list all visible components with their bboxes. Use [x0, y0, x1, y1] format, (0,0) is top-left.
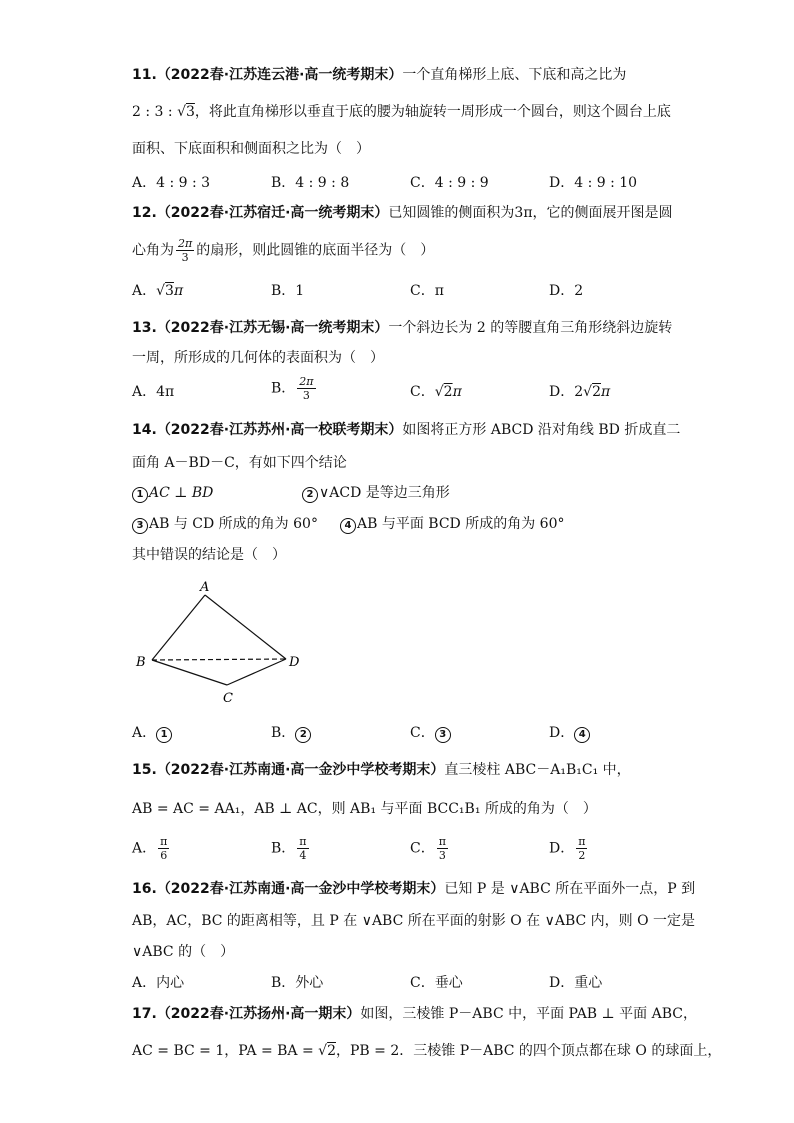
option-a[interactable] [132, 280, 183, 300]
sqrt-symbol: √ [434, 384, 444, 400]
question-source: （2022春·江苏南通·高一金沙中学校考期末） [156, 762, 445, 778]
q12-options [132, 280, 732, 302]
label-b: B [136, 655, 146, 670]
sqrt-radicand: 3 [165, 283, 174, 299]
fraction [576, 835, 587, 862]
option-label: A． [132, 840, 157, 857]
fraction-numerator: π [578, 835, 586, 848]
q13-line-1 [132, 318, 672, 338]
option-b[interactable] [271, 835, 311, 862]
edge-bc [152, 660, 227, 685]
q15-line-1 [132, 760, 631, 780]
q14-conclusion-3 [132, 514, 318, 534]
option-d[interactable]: D．4 : 9 : 10 [549, 175, 638, 191]
fraction-denominator: 4 [299, 849, 307, 862]
circled-number-4: 4 [340, 518, 356, 534]
circled-number-2: 2 [302, 487, 318, 503]
question-text: 面积、下底面积和侧面积之比为（ ） [132, 141, 370, 157]
fraction-denominator: 3 [302, 389, 310, 402]
conclusion-text: AB 与平面 BCD 所成的角为 60° [357, 516, 565, 532]
circled-number: 1 [156, 727, 172, 743]
option-label: C． [410, 840, 435, 857]
fraction-denominator: 6 [160, 849, 168, 862]
fraction-numerator: 2π [178, 237, 193, 250]
option-label: D．2 [549, 384, 584, 400]
pi-symbol: π [452, 384, 462, 400]
option-a[interactable]: A．4 : 9 : 3 [132, 175, 211, 191]
option-d[interactable]: D．重心 [549, 975, 603, 991]
option-label: D． [549, 840, 575, 857]
option-label: C． [410, 725, 435, 741]
q15-line-2 [132, 799, 597, 819]
question-source: （2022春·江苏扬州·高一期末） [156, 1006, 361, 1022]
q14-options [132, 722, 732, 744]
option-label: A． [132, 283, 157, 299]
question-text: 一个斜边长为 2 的等腰直角三角形绕斜边旋转 [388, 320, 673, 336]
fraction-denominator: 2 [578, 849, 586, 862]
question-text: 已知圆锥的侧面积为3π，它的侧面展开图是圆 [388, 205, 673, 221]
question-text: 一个直角梯形上底、下底和高之比为 [402, 67, 627, 83]
q14-line-2 [132, 453, 347, 473]
question-text: 面角 A－BD－C，有如下四个结论 [132, 455, 347, 471]
option-label: D． [549, 725, 575, 741]
question-text: 一周，所形成的几何体的表面积为（ ） [132, 350, 384, 366]
fraction-numerator: π [438, 835, 446, 848]
option-d[interactable] [549, 381, 610, 401]
fraction [437, 835, 448, 862]
q14-conclusion-4 [340, 514, 565, 534]
circled-number: 2 [295, 727, 311, 743]
conclusion-text: AB 与 CD 所成的角为 60° [149, 516, 318, 532]
q12-line-2 [132, 237, 434, 264]
option-d[interactable]: D．2 [549, 283, 584, 299]
q14-conclusion-1 [132, 483, 213, 503]
sqrt-radicand: 2 [592, 384, 601, 400]
q15-options [132, 835, 732, 869]
option-a[interactable] [132, 722, 173, 743]
q11-line-3 [132, 139, 370, 159]
option-c[interactable]: C．4 : 9 : 9 [410, 175, 489, 191]
fraction-denominator: 3 [438, 849, 446, 862]
circled-number-1: 1 [132, 487, 148, 503]
fraction [297, 375, 315, 402]
q11-line-1 [132, 65, 626, 85]
sqrt-radicand: 2 [327, 1043, 336, 1059]
q14-conclusion-2 [302, 483, 450, 503]
option-a[interactable]: A．4π [132, 384, 175, 400]
option-b[interactable] [271, 375, 318, 402]
circled-number-3: 3 [132, 518, 148, 534]
folded-square-figure [130, 575, 310, 710]
pi-symbol: π [600, 384, 611, 400]
edge-ab [152, 595, 205, 660]
conclusion-text: ∨ACD 是等边三角形 [319, 485, 450, 501]
option-d[interactable] [549, 722, 591, 743]
fraction-numerator: π [299, 835, 307, 848]
question-source: （2022春·江苏苏州·高一校联考期末） [156, 422, 403, 438]
conclusion-text: AC ⊥ BD [149, 485, 214, 501]
question-number: 12. [132, 205, 157, 221]
edge-ad [205, 595, 286, 659]
edge-cd [227, 659, 286, 685]
option-a[interactable] [132, 835, 171, 862]
question-number: 13. [132, 320, 157, 336]
q11-options [132, 172, 732, 194]
question-text: 如图，三棱锥 P－ABC 中，平面 PAB ⊥ 平面 ABC， [360, 1006, 697, 1022]
option-c[interactable] [410, 835, 450, 862]
circled-number: 3 [435, 727, 451, 743]
question-number: 17. [132, 1006, 157, 1022]
fraction [176, 237, 194, 264]
ratio-text: 2 : 3 : [132, 104, 178, 120]
q16-line-3 [132, 942, 234, 962]
q11-line-2 [132, 102, 671, 122]
option-d[interactable] [549, 835, 589, 862]
question-number: 11. [132, 67, 157, 83]
question-text: ，将此直角梯形以垂直于底的腰为轴旋转一周形成一个圆台，则这个圆台上底 [194, 104, 671, 120]
question-text: AB，AC，BC 的距离相等，且 P 在 ∨ABC 所在平面的射影 O 在 ∨ABC 内，则 O 一定是 [132, 913, 696, 929]
q13-line-2 [132, 348, 384, 368]
q17-line-2 [132, 1041, 721, 1061]
sqrt-symbol: √ [156, 283, 166, 299]
question-text: ∨ABC 的（ ） [132, 944, 235, 960]
question-number: 14. [132, 422, 157, 438]
question-text: ，PB = 2．三棱锥 P－ABC 的四个顶点都在球 O 的球面上， [336, 1043, 722, 1059]
q17-line-1 [132, 1004, 697, 1024]
fraction [158, 835, 169, 862]
question-source: （2022春·江苏连云港·高一统考期末） [156, 67, 403, 83]
option-c[interactable] [410, 722, 452, 743]
option-label: B． [271, 840, 296, 857]
question-text: AC = BC = 1，PA = BA = [132, 1043, 319, 1059]
fraction [297, 835, 308, 862]
fraction-numerator: 2π [299, 375, 314, 388]
option-label: A． [132, 725, 157, 741]
sqrt-symbol: √ [318, 1043, 328, 1059]
q13-options [132, 375, 732, 403]
question-source: （2022春·江苏无锡·高一统考期末） [156, 320, 389, 336]
question-number: 16. [132, 881, 157, 897]
sqrt-radicand: 3 [185, 104, 195, 120]
question-number: 15. [132, 762, 157, 778]
question-text: 的扇形，则此圆锥的底面半径为（ ） [196, 242, 435, 259]
sqrt-radicand: 2 [443, 384, 453, 400]
option-b[interactable]: B．4 : 9 : 8 [271, 175, 350, 191]
q12-line-1 [132, 203, 673, 223]
sqrt-symbol: √ [177, 104, 186, 120]
option-c[interactable]: C．π [410, 283, 444, 299]
question-text: 已知 P 是 ∨ABC 所在平面外一点，P 到 [444, 881, 696, 897]
label-d: D [289, 655, 300, 670]
question-text: 直三棱柱 ABC－A₁B₁C₁ 中， [444, 762, 631, 778]
option-b[interactable] [271, 722, 312, 743]
option-c[interactable]: C．垂心 [410, 975, 463, 991]
label-a: A [200, 580, 210, 595]
option-a[interactable]: A．内心 [132, 975, 185, 991]
q16-line-2 [132, 911, 695, 931]
pi-symbol: π [173, 283, 184, 299]
q16-options [132, 972, 732, 994]
option-label: B． [271, 725, 296, 741]
q14-line-3 [132, 545, 286, 565]
sqrt-symbol: √ [583, 384, 593, 400]
circled-number: 4 [574, 727, 590, 743]
q16-line-1 [132, 879, 695, 899]
question-source: （2022春·江苏宿迁·高一统考期末） [156, 205, 389, 221]
q14-line-1 [132, 420, 680, 440]
question-text: AB = AC = AA₁，AB ⊥ AC，则 AB₁ 与平面 BCC₁B₁ 所成的角为（ ） [132, 801, 597, 817]
option-label: B． [271, 380, 296, 397]
question-text: 其中错误的结论是（ ） [132, 547, 286, 563]
option-label: C． [410, 384, 435, 400]
question-source: （2022春·江苏南通·高一金沙中学校考期末） [156, 881, 445, 897]
question-text: 如图将正方形 ABCD 沿对角线 BD 折成直二 [402, 422, 681, 438]
fraction-numerator: π [160, 835, 168, 848]
fraction-denominator: 3 [181, 251, 189, 264]
label-c: C [223, 691, 233, 706]
edge-bd-dashed [152, 659, 286, 660]
option-b[interactable]: B．1 [271, 283, 305, 299]
question-text: 心角为 [132, 242, 174, 259]
option-c[interactable] [410, 381, 462, 401]
option-b[interactable]: B．外心 [271, 975, 324, 991]
